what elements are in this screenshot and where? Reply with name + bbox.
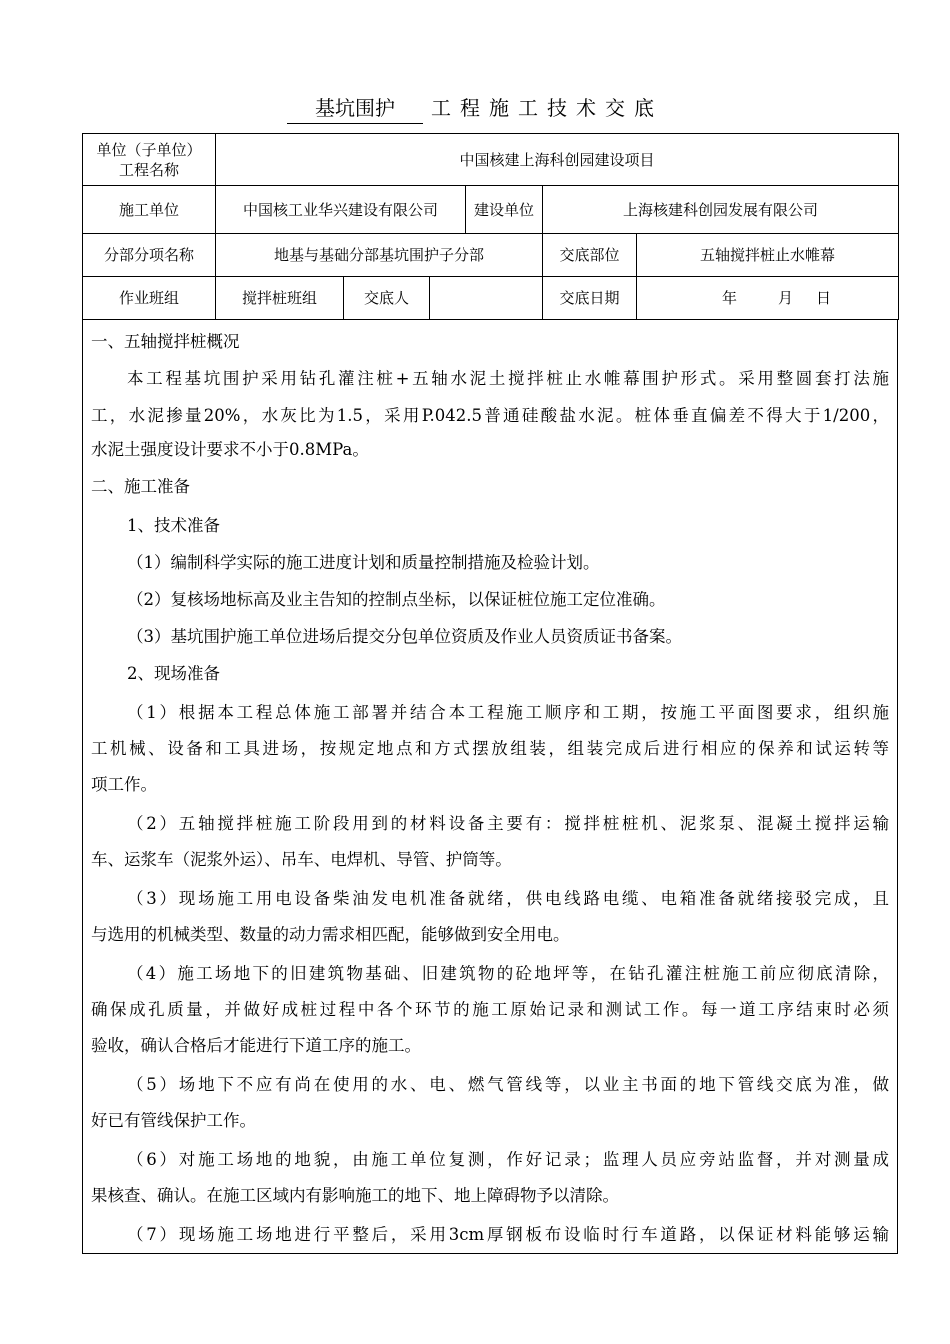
unit-label-line1: 单位（子单位） [96,140,202,159]
paragraph-line: 果核查、确认。在施工区域内有影响施工的地下、地上障碍物予以清除。 [91,1186,619,1205]
unit-label-line2: 工程名称 [118,160,179,179]
paragraph-line: 好已有管线保护工作。 [91,1111,256,1130]
paragraph-line: （1）编制科学实际的施工进度计划和质量控制措施及检验计划。 [127,553,600,572]
paragraph-line: 工，水泥掺量20%，水灰比为1.5，采用P.042.5普通硅酸盐水泥。桩体垂直偏差不得大于1/200， [91,406,889,425]
paragraph-line: （7）现场施工场地进行平整后，采用3cm厚钢板布设临时行车道路，以保证材料能够运输 [127,1225,889,1244]
date-month: 月 [778,289,794,307]
paragraph-line: （3）现场施工用电设备柴油发电机准备就绪，供电线路电缆、电箱准备就绪接驳完成，且 [127,889,889,908]
document-title [0,92,950,124]
subdivision-value: 地基与基础分部基坑围护子分部 [216,234,543,277]
paragraph-line: （6）对施工场地的地貌，由施工单位复测，作好记录；监理人员应旁站监督，并对测量成 [127,1150,889,1169]
unit-label-cell [83,134,216,186]
header-row-subdivision [83,234,899,277]
location-value: 五轴搅拌桩止水帷幕 [637,234,899,277]
subsection-heading: 1、技术准备 [127,516,220,535]
section-heading: 一、五轴搅拌桩概况 [91,332,240,351]
title-project-type: 基坑围护 [287,92,423,124]
unit-value: 中国核建上海科创园建设项目 [216,134,899,186]
client-label: 建设单位 [466,186,543,234]
contractor-label: 施工单位 [83,186,216,234]
section-heading: 二、施工准备 [91,477,190,496]
date-label: 交底日期 [543,277,637,320]
paragraph-line: 工机械、设备和工具进场，按规定地点和方式摆放组装，组装完成后进行相应的保养和试运转等 [91,739,889,758]
paragraph-line: 车、运浆车（泥浆外运）、吊车、电焊机、导管、护筒等。 [91,850,512,869]
paragraph-line: （5）场地下不应有尚在使用的水、电、燃气管线等，以业主书面的地下管线交底为准，做 [127,1075,889,1094]
subsection-heading: 2、现场准备 [127,664,220,683]
paragraph-line: （2）五轴搅拌桩施工阶段用到的材料设备主要有：搅拌桩桩机、泥浆泵、混凝土搅拌运输 [127,814,889,833]
team-label: 作业班组 [83,277,216,320]
header-table [82,133,899,320]
header-row-unit [83,134,899,186]
content-box [82,320,898,1254]
contractor-value: 中国核工业华兴建设有限公司 [216,186,466,234]
paragraph-line: （4）施工场地下的旧建筑物基础、旧建筑物的砼地坪等，在钻孔灌注桩施工前应彻底清除， [127,964,889,983]
date-value [637,277,899,320]
client-value: 上海核建科创园发展有限公司 [543,186,899,234]
header-row-team [83,277,899,320]
briefer-label: 交底人 [344,277,430,320]
title-doc-name: 工程施工技术交底 [431,96,663,120]
subdivision-label: 分部分项名称 [83,234,216,277]
briefer-value [430,277,543,320]
paragraph-line: 确保成孔质量，并做好成桩过程中各个环节的施工原始记录和测试工作。每一道工序结束时必须 [91,1000,889,1019]
team-value: 搅拌桩班组 [216,277,344,320]
date-year: 年 [722,289,738,307]
paragraph-line: 水泥土强度设计要求不小于0.8MPa。 [91,440,369,459]
paragraph-line: 与选用的机械类型、数量的动力需求相匹配，能够做到安全用电。 [91,925,570,944]
paragraph-line: （1）根据本工程总体施工部署并结合本工程施工顺序和工期，按施工平面图要求，组织施 [127,703,889,722]
paragraph-line: （2）复核场地标高及业主告知的控制点坐标，以保证桩位施工定位准确。 [127,590,666,609]
location-label: 交底部位 [543,234,637,277]
date-day: 日 [816,289,832,307]
paragraph-line: 验收，确认合格后才能进行下道工序的施工。 [91,1036,421,1055]
paragraph-line: 项工作。 [91,775,157,794]
paragraph-line: 本工程基坑围护采用钻孔灌注桩+五轴水泥土搅拌桩止水帷幕围护形式。采用整圆套打法施 [127,369,889,388]
header-row-contractor [83,186,899,234]
paragraph-line: （3）基坑围护施工单位进场后提交分包单位资质及作业人员资质证书备案。 [127,627,682,646]
